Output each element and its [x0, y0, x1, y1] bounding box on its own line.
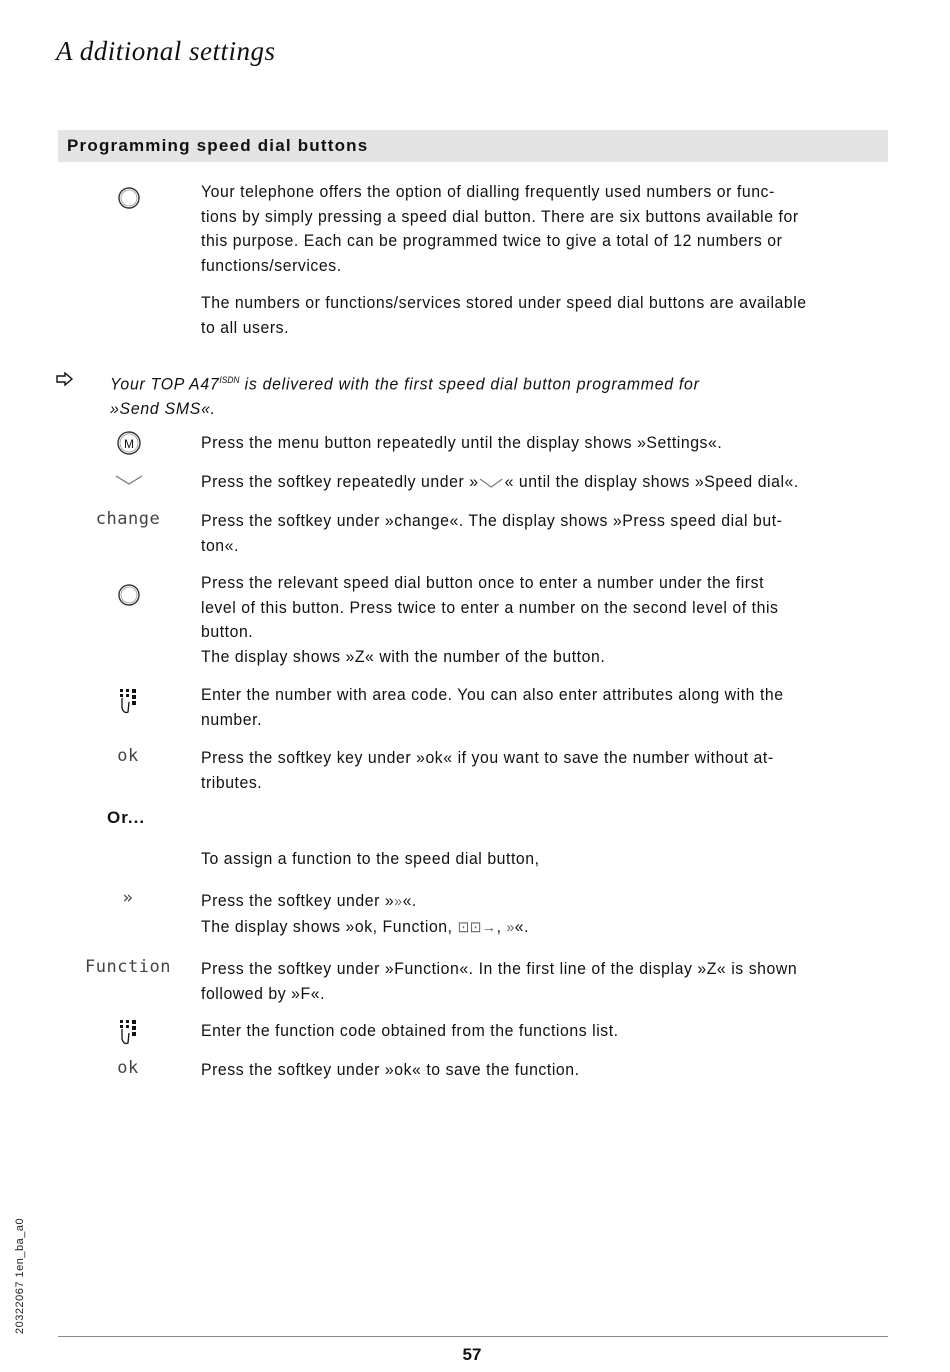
intro-paragraph-2: The numbers or functions/services stored under speed dial buttons are available to all users. — [201, 293, 807, 337]
page-header-title: A dditional settings — [56, 36, 276, 66]
section-title: Programming speed dial buttons — [67, 136, 369, 155]
ok-softkey-label: ok — [117, 746, 139, 766]
keypad-icon — [118, 688, 142, 718]
double-chevron-glyph: » — [394, 893, 403, 910]
document-code: 20322067 1en_ba_a0 — [14, 1217, 26, 1334]
step-double-chevron-text-a: Press the softkey under » — [201, 891, 395, 910]
double-chevron-softkey-label: » — [122, 888, 134, 908]
or-label: Or... — [107, 808, 146, 827]
step-enter-function-code-text: Enter the function code obtained from the functions list. — [201, 1021, 619, 1040]
speed-dial-button-icon — [117, 186, 141, 210]
display-shows-separator: , — [496, 916, 507, 936]
step-enter-number-text: Enter the number with area code. You can also enter attributes along with the number. — [201, 685, 784, 729]
step-softkey-text-b: « until the display shows »Speed dial«. — [504, 472, 799, 491]
step-press-speed-dial-text: Press the relevant speed dial button once to enter a number under the first level of this button. Press twice to enter a number on the second level of this button. The display shows »Z« with the number of the button. — [201, 573, 779, 666]
step-menu-text: Press the menu button repeatedly until the display shows »Settings«. — [201, 433, 723, 452]
footer-divider — [58, 1336, 888, 1337]
chevron-down-icon — [114, 474, 144, 486]
note-rest: is delivered with the first speed dial button programmed for — [239, 374, 700, 394]
step-assign-function-text: To assign a function to the speed dial button, — [201, 849, 540, 868]
keypad-icon — [118, 1019, 142, 1049]
display-shows-text-a: The display shows »ok, Function, — [201, 916, 458, 936]
note-prefix: Your TOP A47 — [110, 374, 220, 394]
note-line-2: »Send SMS«. — [110, 399, 216, 419]
step-ok-text: Press the softkey key under »ok« if you want to save the number without at- tributes. — [201, 748, 774, 792]
intro-paragraph-1: Your telephone offers the option of dialling frequently used numbers or func- tions by simply pressing a speed dial button. There are six buttons available for this purpose. Each can be programmed twice to give a total of 12 numbers or functions/services. — [201, 182, 799, 275]
step-change-text: Press the softkey under »change«. The display shows »Press speed dial but- ton«. — [201, 511, 783, 555]
step-double-chevron-text — [201, 889, 843, 940]
speed-dial-button-icon — [117, 583, 141, 607]
note-arrow-icon — [56, 372, 74, 386]
ok-softkey-label: ok — [117, 1058, 139, 1078]
page-number: 57 — [462, 1345, 482, 1364]
menu-button-icon — [116, 430, 142, 456]
step-softkey-text-a: Press the softkey repeatedly under » — [201, 472, 479, 491]
step-double-chevron-text-b: «. — [402, 891, 417, 910]
step-softkey-text — [201, 470, 843, 495]
step-function-text: Press the softkey under »Function«. In the first line of the display »Z« is shown followed by »F«. — [201, 959, 798, 1003]
function-softkey-label: Function — [85, 957, 171, 977]
menu-button-letter: M — [124, 437, 134, 451]
double-chevron-glyph: » — [506, 918, 515, 936]
section-heading-bar — [58, 130, 888, 162]
delivery-note — [110, 368, 817, 422]
phonebook-transfer-glyph: ⊡⊡→ — [457, 918, 497, 936]
change-softkey-label: change — [95, 509, 161, 529]
step-save-function-text: Press the softkey under »ok« to save the function. — [201, 1060, 580, 1079]
display-shows-text-b: «. — [514, 916, 530, 936]
chevron-down-icon — [479, 477, 505, 489]
note-superscript: ISDN — [219, 375, 240, 385]
